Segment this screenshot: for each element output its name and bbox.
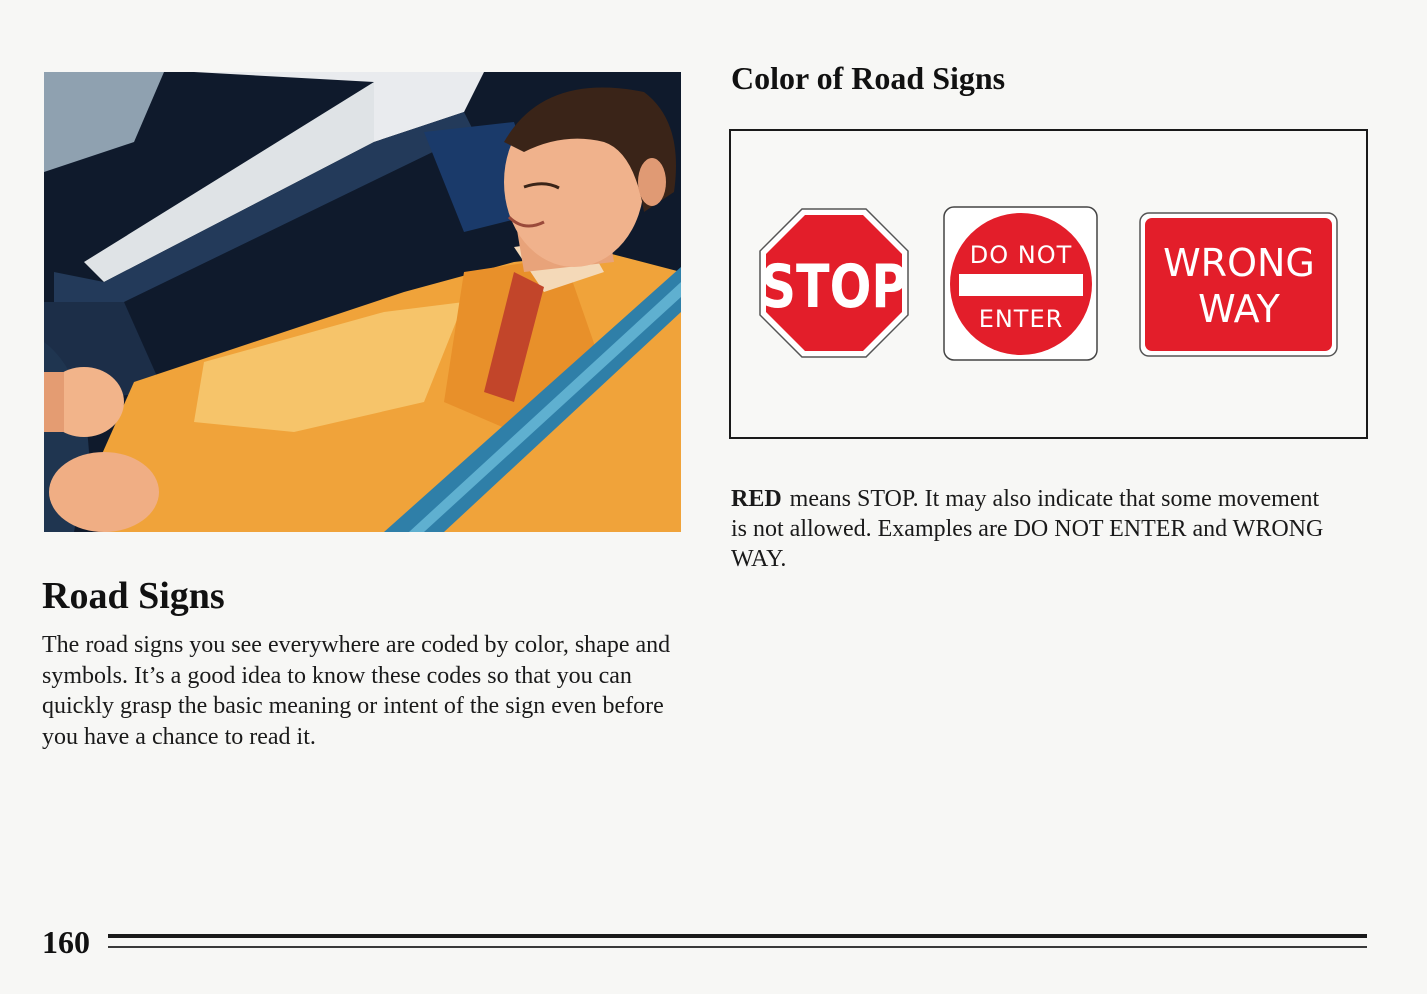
driver-illustration: [44, 72, 681, 532]
red-label: RED: [731, 486, 782, 512]
page-number: 160: [42, 924, 90, 960]
road-sign-examples-box: [729, 129, 1368, 439]
section-heading-color-of-road-signs: Color of Road Signs: [731, 60, 1006, 96]
red-meaning-paragraph: [731, 484, 1331, 574]
enter-text: ENTER: [978, 305, 1064, 333]
red-meaning-text: means STOP. It may also indicate that some movement is not allowed. Examples are DO NOT ENTER and WRONG WAY.: [731, 486, 1324, 572]
stop-sign-text: STOP: [760, 251, 908, 322]
do-not-enter-sign: [943, 206, 1099, 362]
page-footer: [42, 920, 1367, 964]
section-heading-road-signs: Road Signs: [42, 575, 225, 617]
road-signs-body-text: The road signs you see everywhere are coded by color, shape and symbols. It’s a good idea to know these codes so that you can quickly grasp the basic meaning or intent of the sign even before you have a chance to read it.: [42, 632, 671, 750]
stop-sign: [758, 207, 910, 359]
wrong-way-sign: [1139, 212, 1339, 358]
footer-rule-thick: [108, 934, 1367, 938]
do-not-text: DO NOT: [969, 241, 1073, 269]
way-text: WAY: [1198, 287, 1280, 331]
wrong-text: WRONG: [1163, 241, 1315, 285]
footer-rule-thin: [108, 946, 1367, 948]
